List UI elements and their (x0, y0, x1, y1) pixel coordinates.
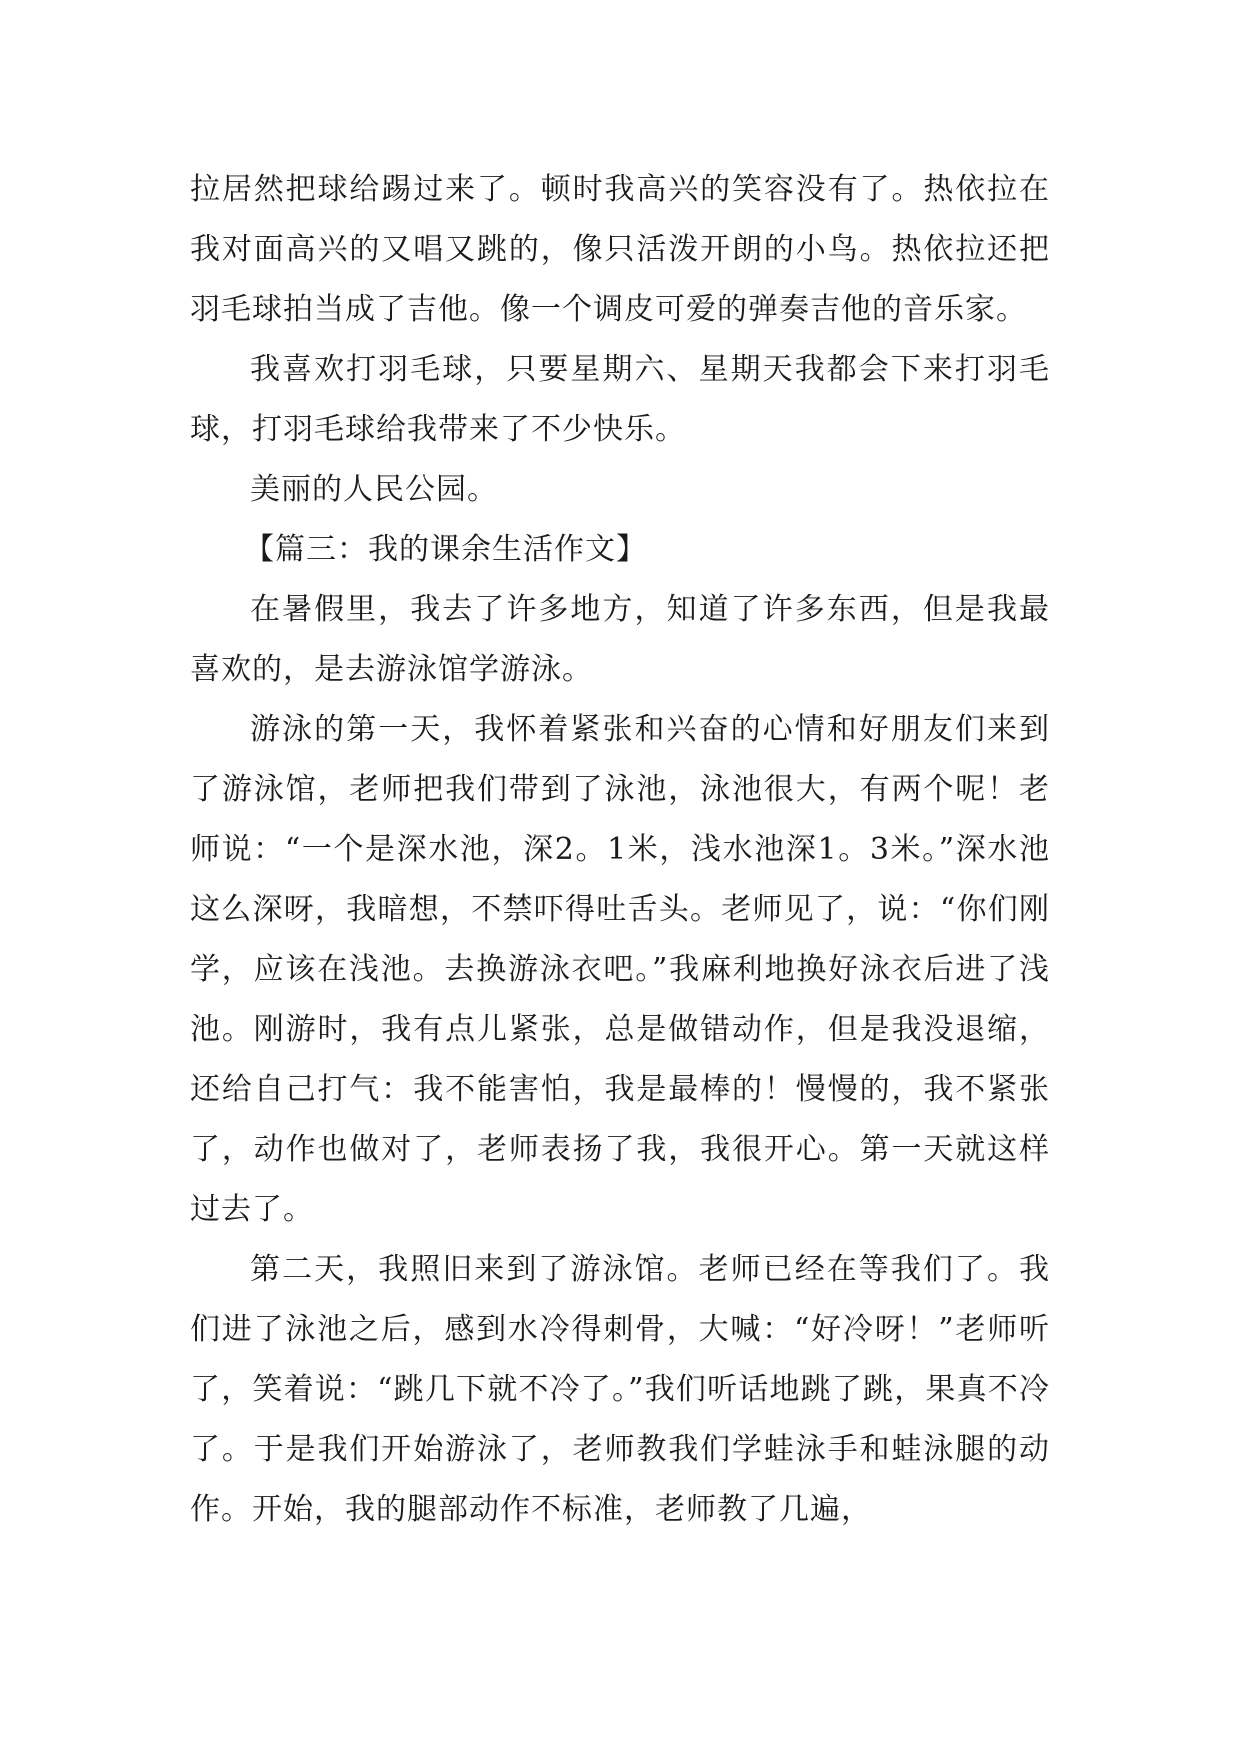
document-page (190, 160, 1050, 1540)
paragraph-day-one: 游泳的第一天，我怀着紧张和兴奋的心情和好朋友们来到了游泳馆，老师把我们带到了泳池，泳池很大，有两个呢！老师说：“一个是深水池，深2。1米，浅水池深1。3米。”深水池这么深呀，我暗想，不禁吓得吐舌头。老师见了，说：“你们刚学，应该在浅池。去换游泳衣吧。”我麻利地换好泳衣后进了浅池。刚游时，我有点儿紧张，总是做错动作，但是我没退缩，还给自己打气：我不能害怕，我是最棒的！慢慢的，我不紧张了，动作也做对了，老师表扬了我，我很开心。第一天就这样过去了。 (190, 712, 1050, 1227)
paragraph-summer: 在暑假里，我去了许多地方，知道了许多东西，但是我最喜欢的，是去游泳馆学游泳。 (190, 592, 1050, 687)
paragraph-park: 美丽的人民公园。 (250, 472, 498, 507)
section-heading: 【篇三：我的课余生活作文】 (244, 532, 647, 567)
paragraph-badminton: 我喜欢打羽毛球，只要星期六、星期天我都会下来打羽毛球，打羽毛球给我带来了不少快乐。 (190, 352, 1050, 447)
paragraph-day-two: 第二天，我照旧来到了游泳馆。老师已经在等我们了。我们进了泳池之后，感到水冷得刺骨，大喊：“好冷呀！”老师听了，笑着说：“跳几下就不冷了。”我们听话地跳了跳，果真不冷了。于是我们开始游泳了，老师教我们学蛙泳手和蛙泳腿的动作。开始，我的腿部动作不标准，老师教了几遍， (190, 1252, 1050, 1527)
paragraph-continued: 拉居然把球给踢过来了。顿时我高兴的笑容没有了。热依拉在我对面高兴的又唱又跳的，像只活泼开朗的小鸟。热依拉还把羽毛球拍当成了吉他。像一个调皮可爱的弹奏吉他的音乐家。 (190, 172, 1050, 327)
